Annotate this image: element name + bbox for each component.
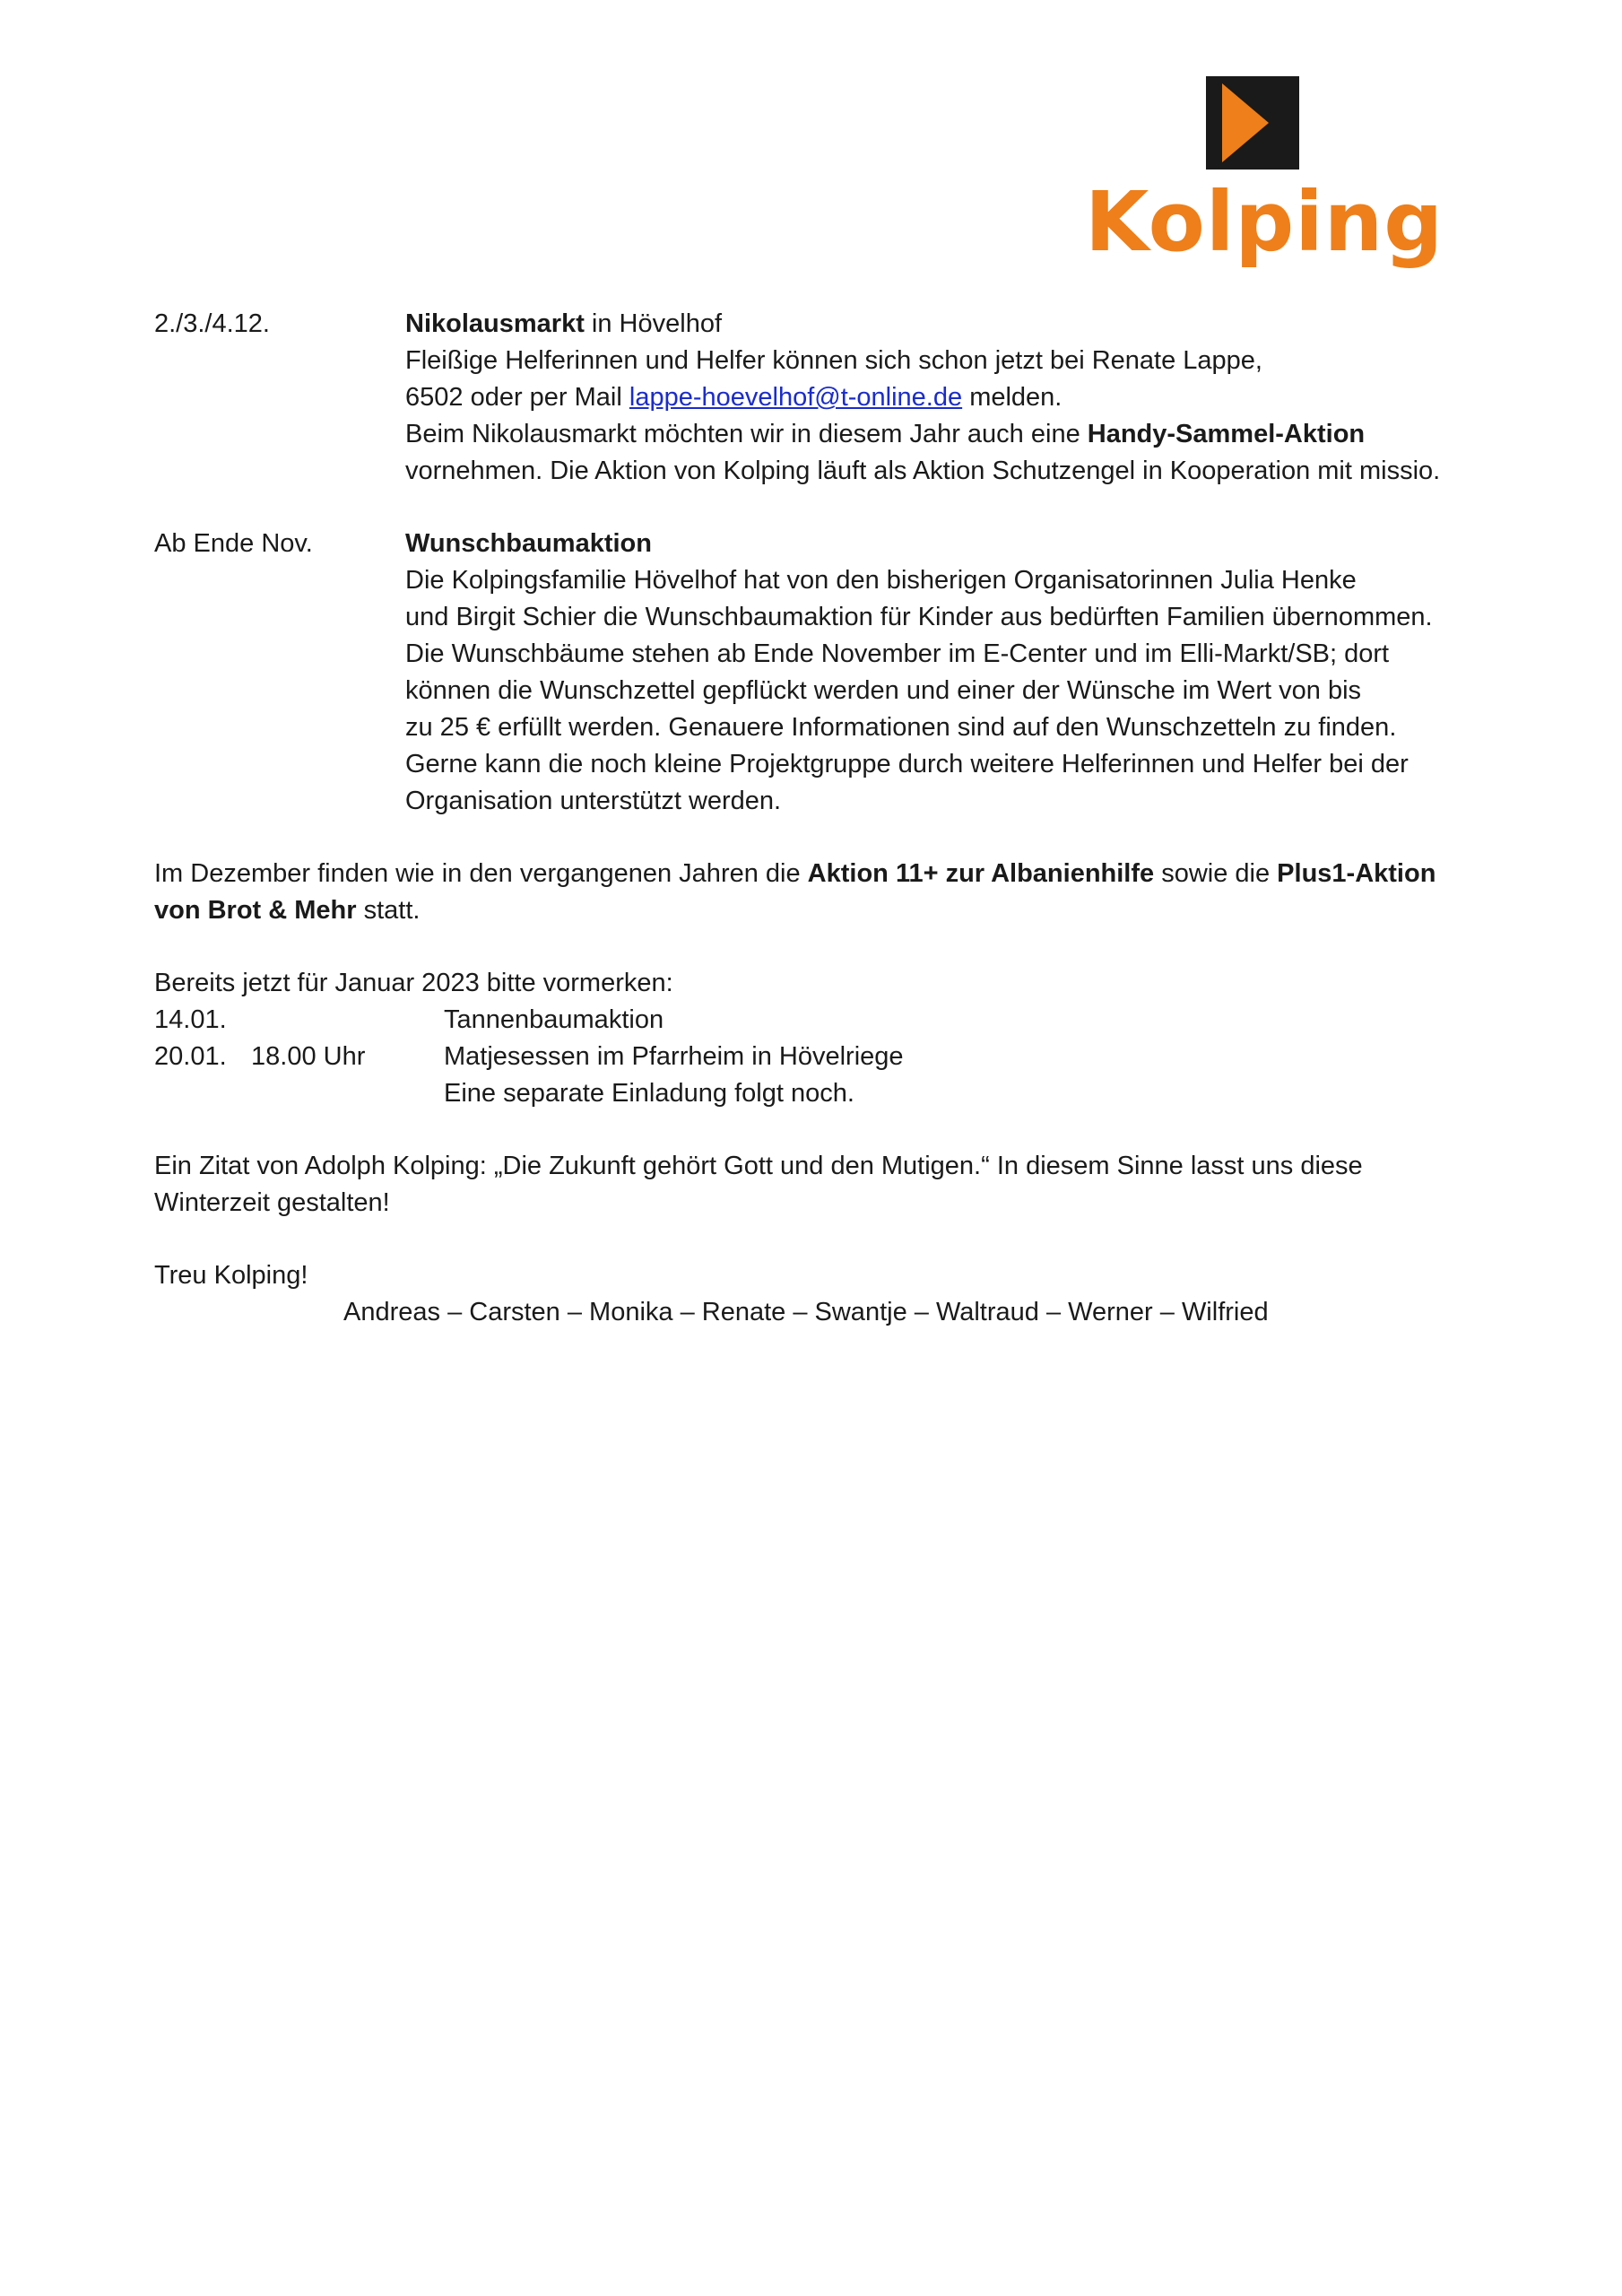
dezember-part3: statt. [356,896,421,925]
januar-item-text: Tannenbaumaktion [444,1005,664,1034]
zitat-line1: Ein Zitat von Adolph Kolping: „Die Zukunft gehört Gott und den Mutigen.“ In diesem Sinne lasst uns diese [154,1152,1363,1180]
januar-item-date: 20.01. [154,1042,227,1071]
closing-text: Treu Kolping! [154,1261,308,1290]
januar-item-time: 18.00 Uhr [251,1042,366,1071]
wunschbaum-line: Die Wunschbäume stehen ab Ende November im E-Center und im Elli-Markt/SB; dort [405,639,1390,668]
dezember-part1: Im Dezember finden wie in den vergangenen Jahren die [154,859,808,888]
dezember-part2: sowie die [1154,859,1278,888]
nikolaus-line2-suffix: melden. [962,383,1063,412]
nikolaus-title: Nikolausmarkt [405,309,585,338]
januar-item-date: 14.01. [154,1005,227,1034]
nikolaus-line1: Fleißige Helferinnen und Helfer können sich schon jetzt bei Renate Lappe, [405,346,1262,375]
nikolaus-line3-bold: Handy-Sammel-Aktion [1087,420,1366,448]
dezember-line1 [154,856,1436,892]
nikolaus-line2 [405,379,1062,416]
wunschbaum-line: Die Kolpingsfamilie Hövelhof hat von den bisherigen Organisatorinnen Julia Henke [405,566,1357,595]
januar-item-text: Matjesessen im Pfarrheim in Hövelriege [444,1042,904,1071]
dezember-bold1: Aktion 11+ zur Albanienhilfe [807,859,1155,888]
wunschbaum-line: und Birgit Schier die Wunschbaumaktion für Kinder aus bedürften Familien übernommen. [405,603,1433,631]
nikolaus-line3-prefix: Beim Nikolausmarkt möchten wir in diesem Jahr auch eine [405,420,1088,448]
januar-intro: Bereits jetzt für Januar 2023 bitte vormerken: [154,969,673,997]
wunschbaum-line: Organisation unterstützt werden. [405,787,782,815]
wunschbaum-date: Ab Ende Nov. [154,529,313,558]
nikolaus-line3 [405,416,1365,453]
kolping-k-icon [1206,76,1299,170]
dezember-line2 [154,892,420,929]
dezember-bold2b: von Brot & Mehr [154,896,357,925]
email-link[interactable]: lappe-hoevelhof@t-online.de [629,383,963,412]
nikolaus-line2-prefix: 6502 oder per Mail [405,383,629,412]
dezember-bold2a: Plus1-Aktion [1277,859,1436,888]
januar-note: Eine separate Einladung folgt noch. [444,1079,854,1108]
zitat-line2: Winterzeit gestalten! [154,1188,390,1217]
wunschbaum-line: Gerne kann die noch kleine Projektgruppe durch weitere Helferinnen und Helfer bei der [405,750,1409,778]
kolping-logo [1085,72,1444,305]
nikolaus-heading [405,306,722,343]
nikolaus-date: 2./3./4.12. [154,309,270,338]
wunschbaum-title: Wunschbaumaktion [405,529,652,558]
wunschbaum-line: können die Wunschzettel gepflückt werden und einer der Wünsche im Wert von bis [405,676,1362,705]
kolping-wordmark: Kolping [1085,174,1444,270]
nikolaus-title-suffix: in Hövelhof [584,309,723,338]
nikolaus-line4: vornehmen. Die Aktion von Kolping läuft als Aktion Schutzengel in Kooperation mit missio. [405,457,1441,485]
wunschbaum-line: zu 25 € erfüllt werden. Genauere Informationen sind auf den Wunschzetteln zu finden. [405,713,1397,742]
signature-names: Andreas – Carsten – Monika – Renate – Swantje – Waltraud – Werner – Wilfried [343,1298,1269,1326]
